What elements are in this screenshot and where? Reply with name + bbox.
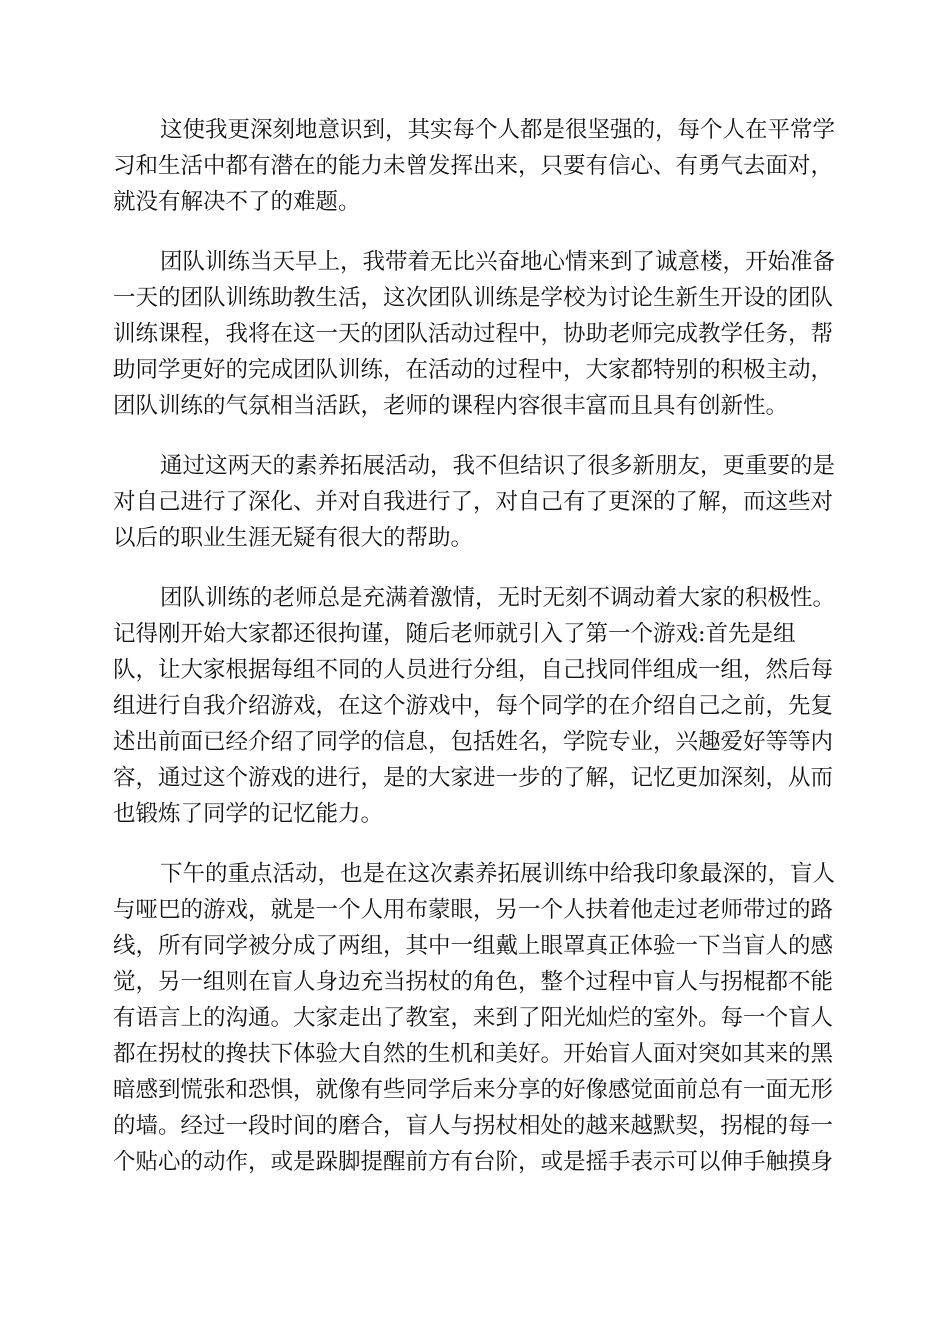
- text-line: 对自己进行了深化、并对自我进行了，对自己有了更深的了解，而这些对: [113, 489, 834, 515]
- text-line: 以后的职业生涯无疑有很大的帮助。: [113, 525, 474, 551]
- text-line: 队，让大家根据每组不同的人员进行分组，自己找同伴组成一组，然后每: [113, 657, 834, 683]
- text-line: 觉，另一组则在盲人身边充当拐杖的角色，整个过程中盲人与拐棍都不能: [113, 969, 834, 995]
- text-line: 通过这两天的素养拓展活动，我不但结识了很多新朋友，更重要的是: [160, 453, 836, 479]
- text-line: 组进行自我介绍游戏，在这个游戏中，每个同学的在介绍自己之前，先复: [113, 693, 834, 719]
- text-line: 暗感到慌张和恐惧，就像有些同学后来分享的好像感觉面前总有一面无形: [113, 1077, 834, 1103]
- text-line: 下午的重点活动，也是在这次素养拓展训练中给我印象最深的，盲人: [160, 861, 836, 887]
- paragraph-4: [113, 580, 836, 832]
- text-line: 有语言上的沟通。大家走出了教室，来到了阳光灿烂的室外。每一个盲人: [113, 1005, 834, 1031]
- text-line: 训练课程，我将在这一天的团队活动过程中，协助老师完成教学任务，帮: [113, 321, 834, 347]
- text-line: 这使我更深刻地意识到，其实每个人都是很坚强的，每个人在平常学: [160, 117, 836, 143]
- text-line: 与哑巴的游戏，就是一个人用布蒙眼，另一个人扶着他走过老师带过的路: [113, 897, 834, 923]
- text-line: 一天的团队训练助教生活，这次团队训练是学校为讨论生新生开设的团队: [113, 285, 834, 311]
- text-line: 团队训练当天早上，我带着无比兴奋地心情来到了诚意楼，开始准备: [160, 249, 836, 275]
- paragraph-3: [113, 448, 836, 556]
- document-body: [113, 112, 836, 1204]
- text-line: 团队训练的气氛相当活跃，老师的课程内容很丰富而且具有创新性。: [113, 393, 789, 419]
- text-line: 助同学更好的完成团队训练，在活动的过程中，大家都特别的积极主动，: [113, 357, 834, 383]
- text-line: 的墙。经过一段时间的磨合，盲人与拐杖相处的越来越默契，拐棍的每一: [113, 1113, 834, 1139]
- text-line: 就没有解决不了的难题。: [113, 189, 361, 215]
- text-line: 个贴心的动作，或是跺脚提醒前方有台阶，或是摇手表示可以伸手触摸身: [113, 1149, 834, 1175]
- text-line: 容，通过这个游戏的进行，是的大家进一步的了解，记忆更加深刻，从而: [113, 765, 834, 791]
- paragraph-2: [113, 244, 836, 424]
- text-line: 团队训练的老师总是充满着激情，无时无刻不调动着大家的积极性。: [160, 585, 836, 611]
- text-line: 习和生活中都有潜在的能力未曾发挥出来，只要有信心、有勇气去面对，: [113, 153, 834, 179]
- paragraph-5: [113, 856, 836, 1180]
- text-line: 都在拐杖的搀扶下体验大自然的生机和美好。开始盲人面对突如其来的黑: [113, 1041, 834, 1067]
- text-line: 记得刚开始大家都还很拘谨，随后老师就引入了第一个游戏:首先是组: [113, 621, 796, 647]
- text-line: 也锻炼了同学的记忆能力。: [113, 801, 384, 827]
- text-line: 线，所有同学被分成了两组，其中一组戴上眼罩真正体验一下当盲人的感: [113, 933, 834, 959]
- paragraph-1: [113, 112, 836, 220]
- text-line: 述出前面已经介绍了同学的信息，包括姓名，学院专业，兴趣爱好等等内: [113, 729, 834, 755]
